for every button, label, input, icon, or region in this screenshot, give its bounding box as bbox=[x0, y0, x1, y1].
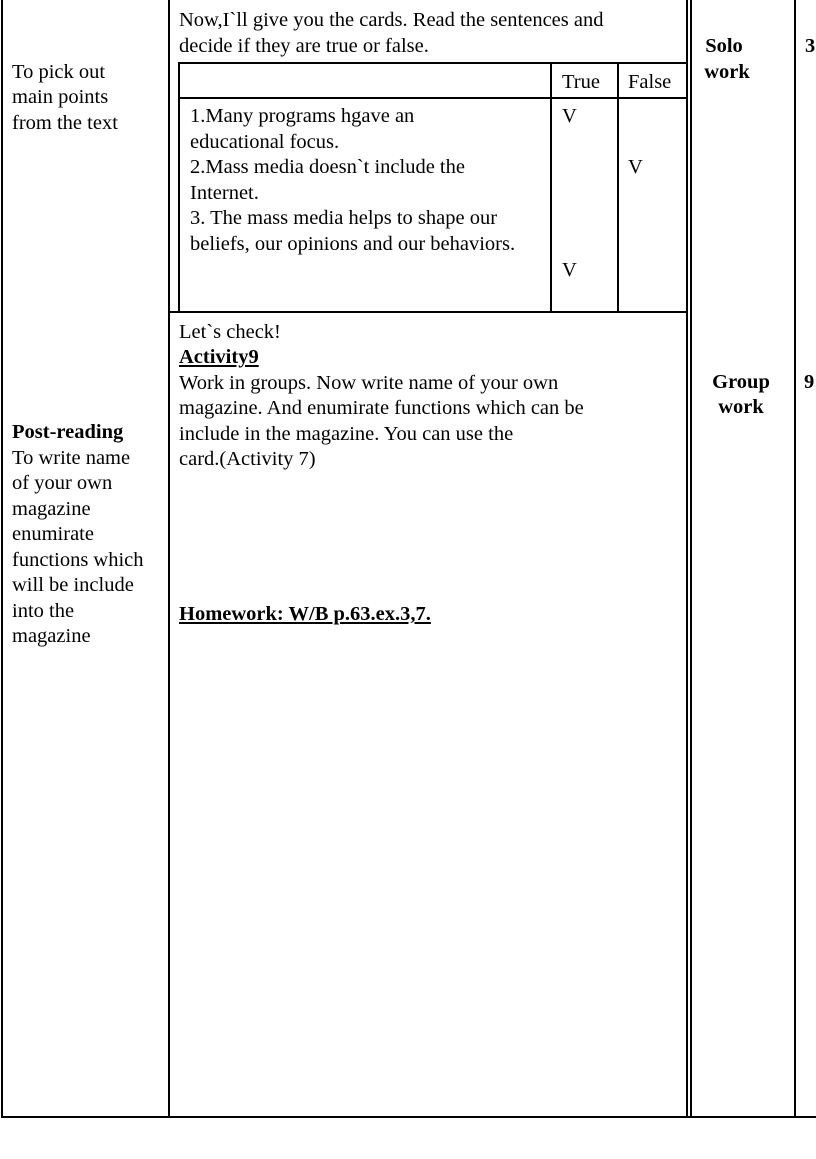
time-solo: 3 bbox=[805, 35, 816, 57]
objective2-line-6: will be include bbox=[12, 574, 134, 596]
objective2-line-5: functions which bbox=[12, 549, 144, 571]
card-header-false: False bbox=[628, 71, 672, 93]
column-divider-1 bbox=[168, 0, 170, 1118]
card-statement-1a: 1.Many programs hgave an bbox=[190, 105, 415, 127]
objective2-line-7: into the bbox=[12, 600, 75, 622]
card-top-border bbox=[178, 62, 686, 64]
answer-mark-1-true: V bbox=[562, 105, 577, 127]
post-reading-heading: Post-reading bbox=[12, 421, 124, 443]
column-divider-2b bbox=[690, 0, 692, 1118]
mode-solo-line-1: Solo bbox=[705, 35, 743, 57]
instruction-line-2: decide if they are true or false. bbox=[179, 35, 429, 57]
table-bottom-border bbox=[1, 1116, 816, 1118]
answer-mark-3-true: V bbox=[562, 259, 577, 281]
activity-line-4: card.(Activity 7) bbox=[179, 448, 316, 470]
answer-mark-2-false: V bbox=[628, 156, 643, 178]
card-col-divider-true bbox=[550, 62, 552, 312]
objective-line-3: from the text bbox=[12, 112, 118, 134]
activity-line-1: Work in groups. Now write name of your own bbox=[179, 372, 559, 394]
column-divider-2a bbox=[686, 0, 688, 1118]
objective2-line-1: To write name bbox=[12, 447, 131, 469]
instruction-line-1: Now,I`ll give you the cards. Read the sentences and bbox=[179, 9, 604, 31]
card-statement-1b: educational focus. bbox=[190, 131, 340, 153]
card-header-true: True bbox=[562, 71, 600, 93]
table-left-border bbox=[1, 0, 3, 1118]
activity-line-2: magazine. And enumirate functions which can be bbox=[179, 397, 584, 419]
objective2-line-3: magazine bbox=[12, 498, 91, 520]
time-group: 9 bbox=[804, 371, 815, 393]
mode-group-line-1: Group bbox=[712, 371, 770, 393]
card-col-divider-false bbox=[617, 62, 619, 312]
column-divider-3 bbox=[794, 0, 796, 1118]
activity-line-3: include in the magazine. You can use the bbox=[179, 423, 514, 445]
mode-group-line-2: work bbox=[718, 396, 764, 418]
activity-title: Activity9 bbox=[179, 346, 259, 368]
mode-solo-line-2: work bbox=[704, 61, 750, 83]
card-header-divider bbox=[178, 97, 686, 99]
card-statement-2b: Internet. bbox=[190, 182, 259, 204]
objective-line-1: To pick out bbox=[12, 61, 106, 83]
objective2-line-8: magazine bbox=[12, 625, 91, 647]
objective2-line-4: enumirate bbox=[12, 523, 94, 545]
homework-text: Homework: W/B p.63.ex.3,7. bbox=[179, 603, 431, 625]
card-statement-2a: 2.Mass media doesn`t include the bbox=[190, 156, 465, 178]
row-divider-activity bbox=[168, 311, 688, 313]
objective-line-2: main points bbox=[12, 86, 109, 108]
card-left-border bbox=[178, 62, 180, 312]
check-text: Let`s check! bbox=[179, 321, 281, 343]
objective2-line-2: of your own bbox=[12, 472, 113, 494]
card-statement-3b: beliefs, our opinions and our behaviors. bbox=[190, 233, 516, 255]
card-statement-3a: 3. The mass media helps to shape our bbox=[190, 207, 498, 229]
